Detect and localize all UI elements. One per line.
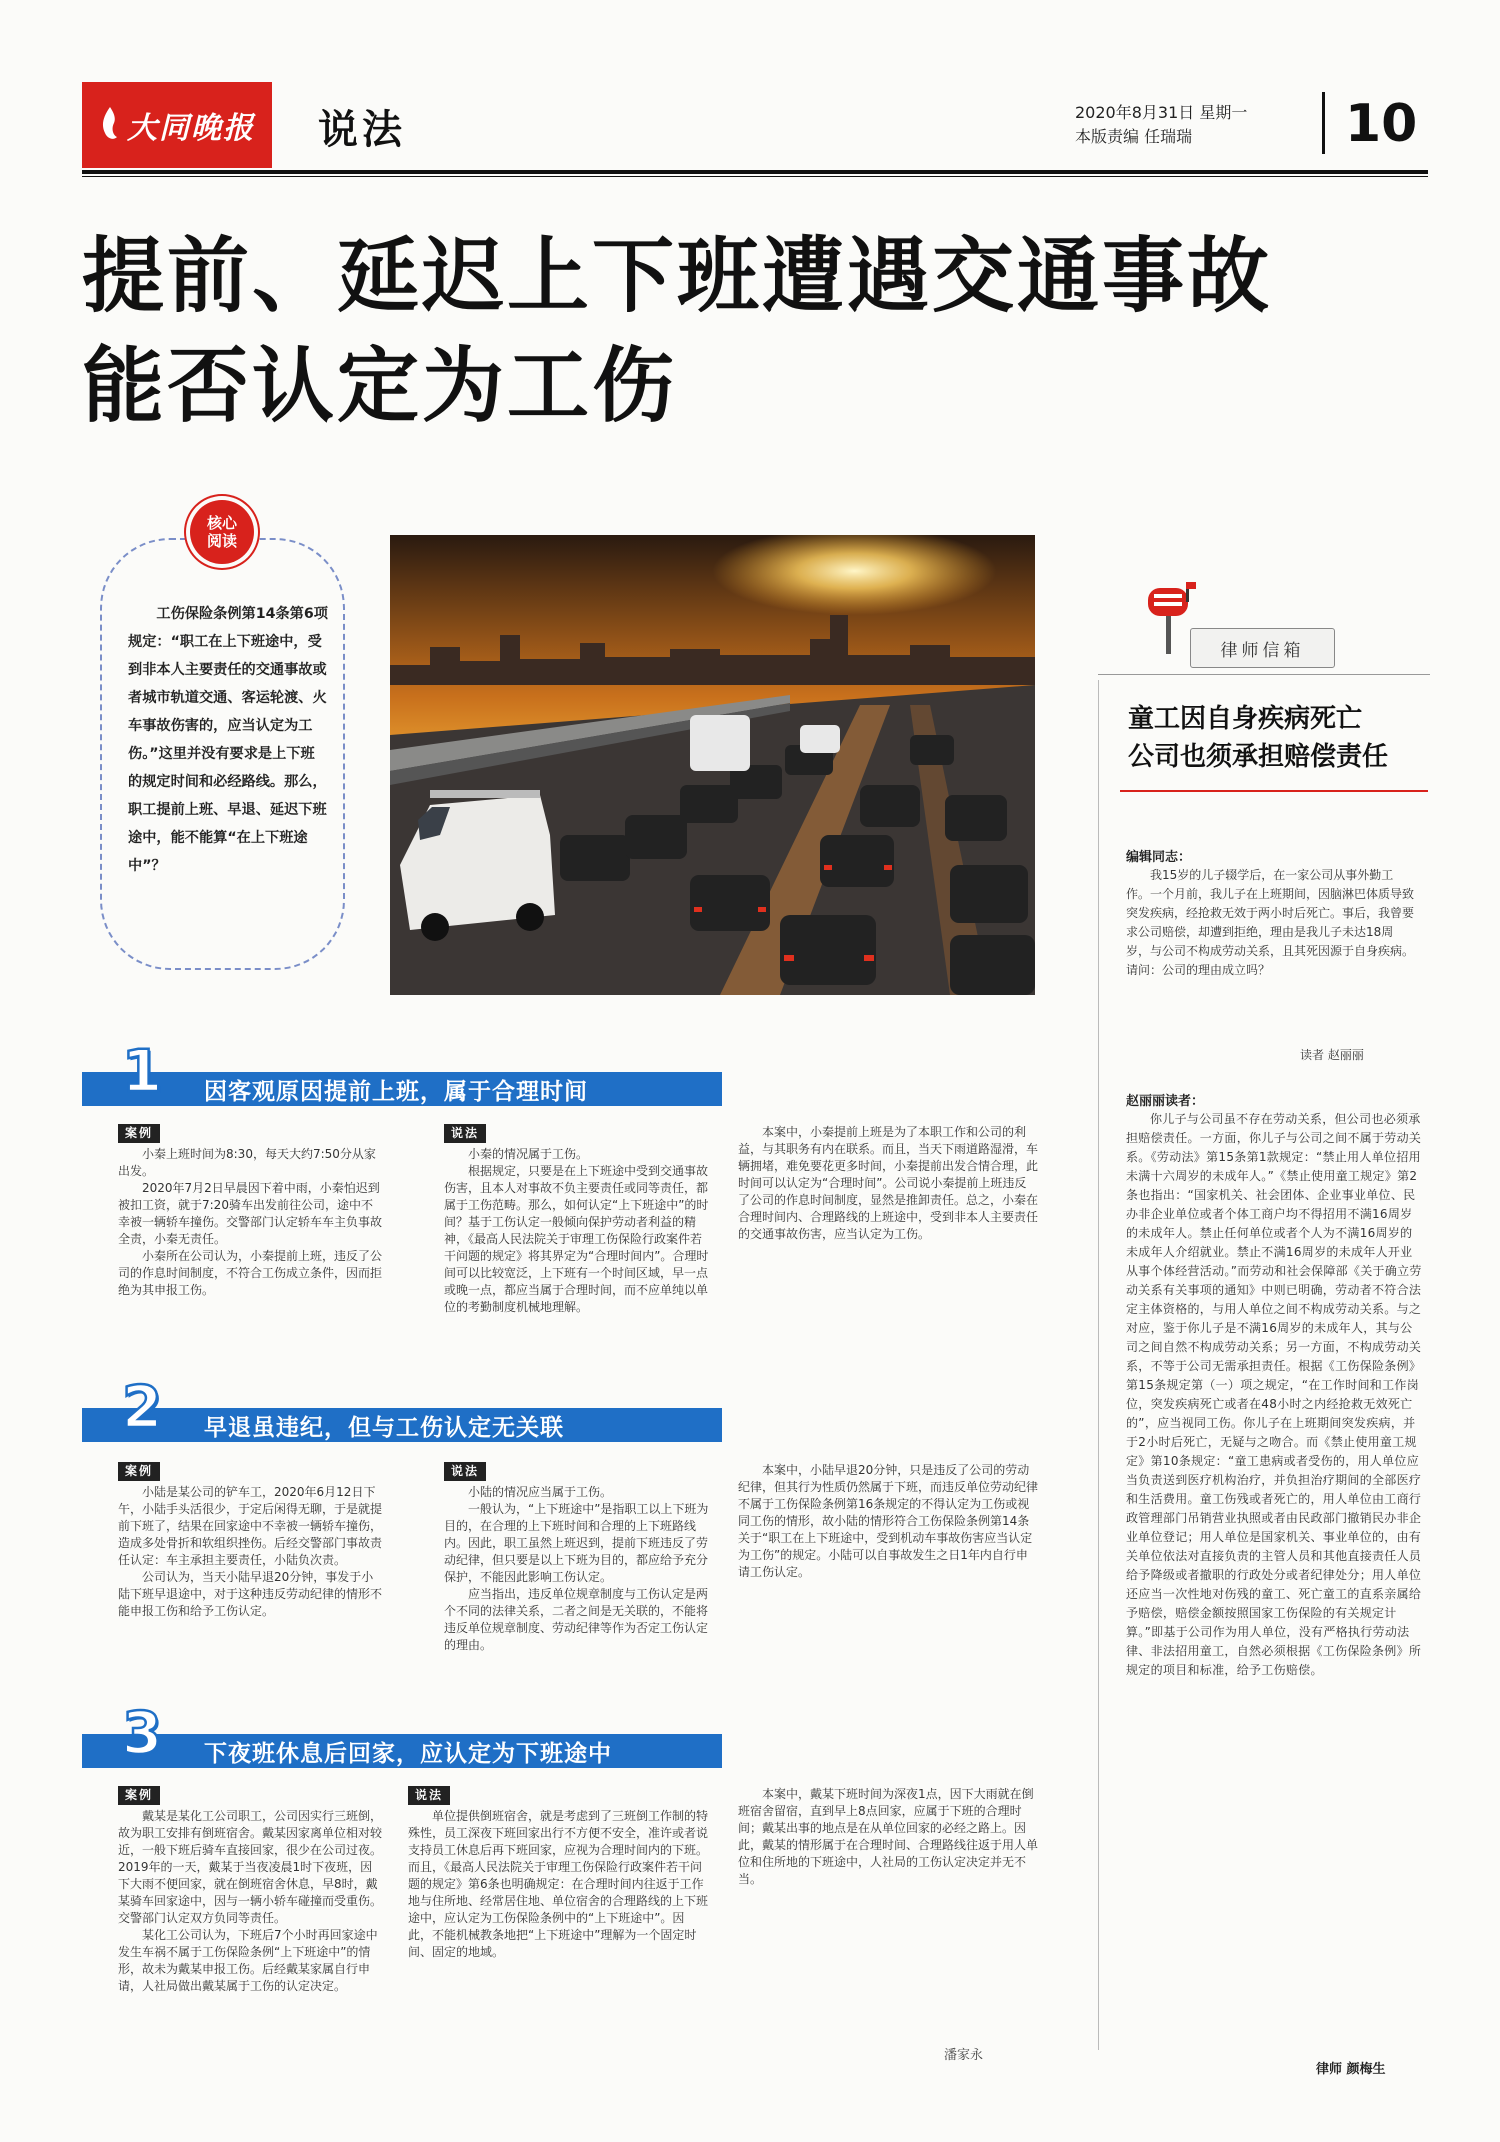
paragraph: 公司认为，当天小陆早退20分钟，事发于小陆下班早退途中，对于这种违反劳动纪律的情形不能申报工伤和给予工伤认定。 bbox=[118, 1570, 383, 1618]
mailbox-article-title bbox=[1128, 700, 1428, 776]
paragraph: 应当指出，违反单位规章制度与工伤认定是两个不同的法律关系，二者之间是无关联的，不能将违反单位规章制度、劳动纪律等作为否定工伤认定的理由。 bbox=[444, 1587, 709, 1652]
paragraph: 小秦的情况属于工伤。 bbox=[468, 1147, 589, 1161]
case-tag: 案例 bbox=[118, 1124, 160, 1143]
section-3-title: 下夜班休息后回家，应认定为下班途中 bbox=[204, 1739, 612, 1767]
law-tag: 说法 bbox=[444, 1462, 486, 1481]
section-1-law-column bbox=[444, 1124, 710, 1360]
paragraph: 单位提供倒班宿舍，就是考虑到了三班倒工作制的特殊性，员工深夜下班回家出行不方便不安全，准许或者说支持员工休息后再下班回家，应视为合理时间内的下班。而且，《最高人民法院关于审理工伤保险行政案件若干问题的规定》第6条也明确规定：在合理时间内往返于工作地与住所地、经常居住地、单位宿舍的合理路线的上下班途中，应认定为工伤保险条例中的“上下班途中”。因此，不能机械教条地把“上下班途中”理解为一个固定时间、固定的地域。 bbox=[408, 1809, 708, 1959]
section-3-extra-column bbox=[738, 1786, 1038, 2036]
traffic-photo bbox=[390, 535, 1035, 995]
section-3-law-column bbox=[408, 1786, 708, 2086]
masthead-rule-thin bbox=[82, 176, 1428, 177]
newspaper-logo bbox=[82, 82, 272, 168]
law-tag: 说法 bbox=[444, 1124, 486, 1143]
headline-line-1: 提前、延迟上下班遭遇交通事故 bbox=[82, 228, 1273, 324]
badge-line-2: 阅读 bbox=[206, 532, 237, 550]
paragraph: 某化工公司认为，下班后7个小时再回家途中发生车祸不属于工伤保险条例“上下班途中”的情形，故未为戴某申报工伤。后经戴某家属自行申请，人社局做出戴某属于工伤的认定决定。 bbox=[118, 1928, 378, 1993]
newspaper-name: 大同晚报 bbox=[127, 111, 255, 146]
right-column-rule bbox=[1098, 674, 1430, 675]
paragraph: 一般认为，“上下班途中”是指职工以上下班为目的，在合理的上下班时间和合理的上下班路线内。因此，职工虽然上班迟到，提前下班违反了劳动纪律，但只要是以上下班为目的，都应给予充分保护，不能因此影响工伤认定。 bbox=[444, 1502, 709, 1584]
core-reading-badge bbox=[190, 500, 254, 564]
core-reading-text: 工伤保险条例第14条第6项规定：“职工在上下班途中，受到非本人主要责任的交通事故或者城市轨道交通、客运轮渡、火车事故伤害的，应当认定为工伤。”这里并没有要求是上下班的规定时间和必经路线。那么，职工提前上班、早退、延迟下班途中，能不能算“在上下班途中”？ bbox=[128, 606, 328, 874]
section-2-number: 2 bbox=[121, 1373, 163, 1441]
paragraph: 本案中，小秦提前上班是为了本职工作和公司的利益，与其职务有内在联系。而且，当天下雨道路湿滑，车辆拥堵，难免要花更多时间，小秦提前出发合情合理，此时间可以认定为“合理时间”。公司说小秦提前上班违反了公司的作息时间制度，显然是推卸责任。总之，小秦在合理时间内、合理路线的上班途中，受到非本人主要责任的交通事故伤害，应当认定为工伤。 bbox=[738, 1125, 1038, 1241]
right-column-divider bbox=[1098, 680, 1099, 2050]
section-label: 说法 bbox=[318, 107, 406, 153]
flame-logo-icon bbox=[99, 105, 121, 145]
paragraph: 小秦所在公司认为，小秦提前上班，违反了公司的作息时间制度，不符合工伤成立条件，因而拒绝为其申报工伤。 bbox=[118, 1249, 383, 1297]
paragraph: 戴某是某化工公司职工，公司因实行三班倒，故为职工安排有倒班宿舍。戴某因家离单位相对较近，一般下班后骑车直接回家，很少在公司过夜。2019年的一天，戴某于当夜凌晨1时下夜班，因下大雨不便回家，就在倒班宿舍休息，早8时，戴某骑车回家途中，因与一辆小轿车碰撞而受重伤。交警部门认定双方负同等责任。 bbox=[118, 1809, 383, 1925]
section-2-title: 早退虽违纪，但与工伤认定无关联 bbox=[204, 1413, 564, 1441]
case-tag: 案例 bbox=[118, 1462, 160, 1481]
paragraph: 2020年7月2日早晨因下着中雨，小秦怕迟到被扣工资，就于7:20骑车出发前往公司，途中不幸被一辆轿车撞伤。交警部门认定轿车车主负事故全责，小秦无责任。 bbox=[118, 1181, 383, 1246]
paragraph: 根据规定，只要是在上下班途中受到交通事故伤害，且本人对事故不负主要责任或同等责任，都属于工伤范畴。那么，如何认定“上下班途中”的时间？基于工伤认定一般倾向保护劳动者利益的精神，《最高人民法院关于审理工伤保险行政案件若干问题的规定》将其界定为“合理时间内”。合理时间可以比较宽泛，上下班有一个时间区域，早一点或晚一点，都应当属于合理时间，而不应单纯以单位的考勤制度机械地理解。 bbox=[444, 1164, 709, 1314]
title-underline bbox=[1120, 790, 1428, 792]
letter-salutation: 编辑同志： bbox=[1126, 850, 1192, 865]
section-1-title: 因客观原因提前上班，属于合理时间 bbox=[204, 1077, 588, 1105]
section-1-number: 1 bbox=[121, 1037, 163, 1105]
reply-signature: 律师 颜梅生 bbox=[1316, 2062, 1386, 2077]
masthead-rule bbox=[82, 170, 1428, 174]
section-2-law-column bbox=[444, 1462, 710, 1724]
section-2-extra-column bbox=[738, 1462, 1038, 1724]
paragraph: 小陆是某公司的铲车工，2020年6月12日下午，小陆手头活很少，于定后闲得无聊，于是就提前下班了，结果在回家途中不幸被一辆轿车撞伤，造成多处骨折和软组织挫伤。后经交警部门事故责任认定：车主承担主要责任，小陆负次责。 bbox=[118, 1485, 383, 1567]
paragraph: 小秦上班时间为8:30，每天大约7:50分从家出发。 bbox=[118, 1147, 376, 1178]
lawyer-reply: 你儿子与公司虽不存在劳动关系，但公司也必须承担赔偿责任。一方面，你儿子与公司之间不属于劳动关系。《劳动法》第15条第1款规定：“禁止用人单位招用未满十六周岁的未成年人。”《禁止使用童工规定》第2条也指出：“国家机关、社会团体、企业事业单位、民办非企业单位或者个体工商户均不得招用不满16周岁的未成年人。禁止任何单位或者个人为不满16周岁的未成年人介绍就业。禁止不满16周岁的未成年人开业从事个体经营活动。”而劳动和社会保障部《关于确立劳动关系有关事项的通知》中则已明确，劳动者不符合法定主体资格的，与用人单位之间不构成劳动关系。与之对应，鉴于你儿子是不满16周岁的未成年人，其与公司之间自然不构成劳动关系；另一方面，不构成劳动关系，不等于公司无需承担责任。根据《工伤保险条例》第15条规定第（一）项之规定，“在工作时间和工作岗位，突发疾病死亡或者在48小时之内经抢救无效死亡的”，应当视同工伤。你儿子在上班期间突发疾病，并于2小时后死亡，无疑与之吻合。而《禁止使用童工规定》第10条规定：“童工患病或者受伤的，用人单位应当负责送到医疗机构治疗，并负担治疗期间的全部医疗和生活费用。童工伤残或者死亡的，用人单位由工商行政管理部门吊销营业执照或者由民政部门撤销民办非企业单位登记；用人单位是国家机关、事业单位的，由有关单位依法对直接负责的主管人员和其他直接责任人员给予降级或者撤职的行政处分或者纪律处分；用人单位还应当一次性地对伤残的童工、死亡童工的直系亲属给予赔偿，赔偿金额按照国家工伤保险的有关规定计算。”即基于公司作为用人单位，没有严格执行劳动法律、非法招用童工，自然必须根据《工伤保险条例》所规定的项目和标准，给予工伤赔偿。 bbox=[1126, 1112, 1422, 1677]
article-author: 潘家永 bbox=[944, 2048, 984, 2063]
section-2-case-column bbox=[118, 1462, 384, 1724]
section-3-case-column bbox=[118, 1786, 384, 2086]
page-number: 10 bbox=[1345, 94, 1418, 154]
case-tag: 案例 bbox=[118, 1786, 160, 1805]
law-tag: 说法 bbox=[408, 1786, 450, 1805]
badge-line-1: 核心 bbox=[206, 514, 237, 532]
section-1-extra-column bbox=[738, 1124, 1038, 1360]
section-1-heading bbox=[82, 1072, 722, 1106]
headline-line-2: 能否认定为工伤 bbox=[82, 338, 678, 434]
reader-letter: 我15岁的儿子辍学后，在一家公司从事外勤工作。一个月前，我儿子在上班期间，因脑淋巴体质导致突发疾病，经抢救无效于两小时后死亡。事后，我曾要求公司赔偿，却遭到拒绝，理由是我儿子未达18周岁，与公司不构成劳动关系，且其死因源于自身疾病。请问：公司的理由成立吗？ bbox=[1126, 868, 1415, 977]
title-line-1: 童工因自身疾病死亡 bbox=[1128, 704, 1363, 734]
letter-signature: 读者 赵丽丽 bbox=[1300, 1048, 1364, 1062]
issue-date: 2020年8月31日 星期一 bbox=[1075, 103, 1248, 122]
lawyer-mailbox-label: 律师信箱 bbox=[1190, 628, 1335, 668]
page-editor: 本版责编 任瑞瑞 bbox=[1075, 127, 1193, 146]
section-3-heading bbox=[82, 1734, 722, 1768]
reply-salutation: 赵丽丽读者： bbox=[1126, 1094, 1205, 1109]
section-2-heading bbox=[82, 1408, 722, 1442]
section-1-case-column bbox=[118, 1124, 384, 1360]
paragraph: 本案中，小陆早退20分钟，只是违反了公司的劳动纪律，但其行为性质仍然属于下班，而违反单位劳动纪律不属于工伤保险条例第16条规定的不得认定为工伤或视同工伤的情形，故小陆的情形符合工伤保险条例第14条关于“职工在上下班途中，受到机动车事故伤害应当认定为工伤”的规定。小陆可以自事故发生之日1年内自行申请工伤认定。 bbox=[738, 1463, 1038, 1579]
paragraph: 小陆的情况应当属于工伤。 bbox=[468, 1485, 613, 1499]
title-line-2: 公司也须承担赔偿责任 bbox=[1128, 742, 1389, 772]
masthead-divider bbox=[1322, 92, 1325, 154]
section-3-number: 3 bbox=[121, 1699, 163, 1767]
paragraph: 本案中，戴某下班时间为深夜1点，因下大雨就在倒班宿舍留宿，直到早上8点回家，应属于下班的合理时间；戴某出事的地点是在从单位回家的必经之路上。因此，戴某的情形属于在合理时间、合理路线往返于用人单位和住所地的下班途中，人社局的工伤认定决定并无不当。 bbox=[738, 1787, 1038, 1886]
